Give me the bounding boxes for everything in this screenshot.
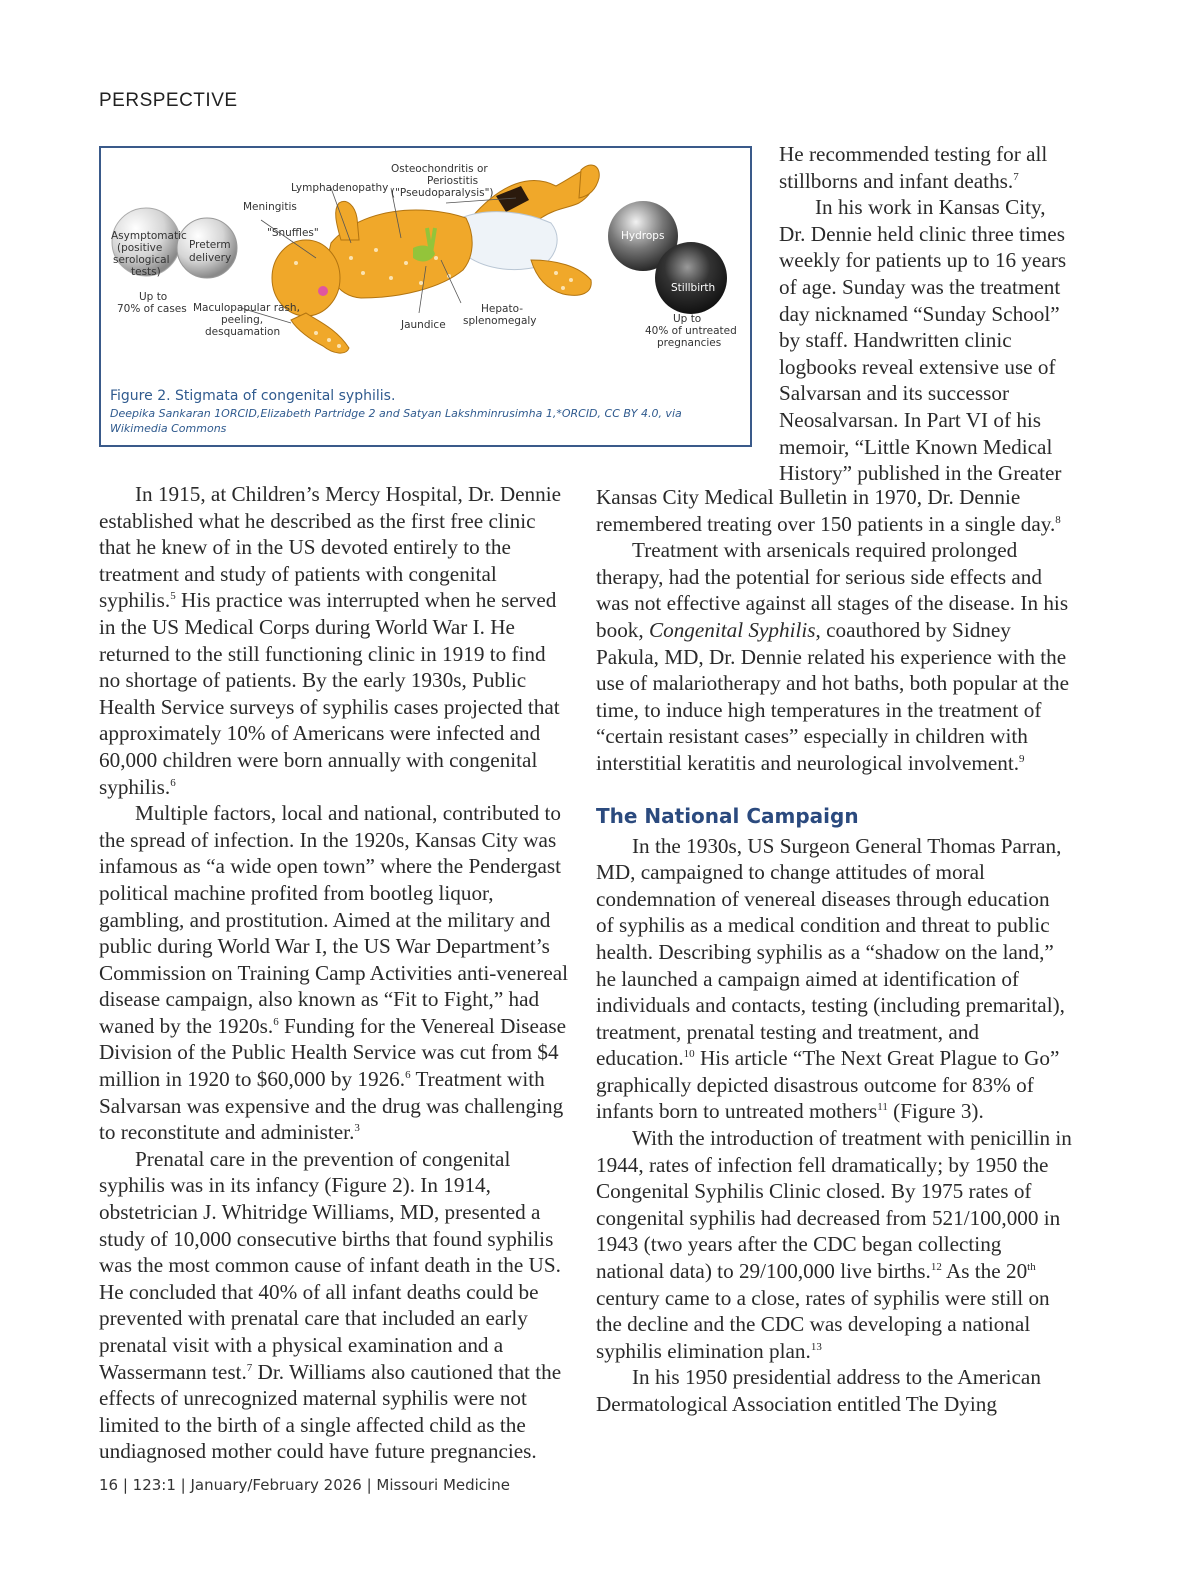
reference-marker: 10	[683, 1048, 695, 1061]
label-meningitis: Meningitis	[243, 201, 297, 213]
paragraph: Treatment with arsenicals required prolonged therapy, had the potential for serious side effects and was not effective against all stages of the disease. In his book, Congenital Syphilis, coauthored by Sidney Pakula, MD, Dr. Dennie related his experience with the use of malariotherapy and hot baths, both popular at the time, to induce high temperatures in the treatment of “certain resistant cases” especially in children with interstitial keratitis and neurological involvement.$^9$	[596, 538, 1070, 775]
label-asymptomatic-1: Asymptomatic	[111, 230, 187, 242]
label-rash-1: Maculopapular rash,	[193, 302, 300, 314]
label-snuffles: "Snuffles"	[267, 227, 319, 239]
reference-marker: 6	[273, 1015, 279, 1028]
reference-marker: 7	[1013, 170, 1019, 183]
paragraph: With the introduction of treatment with penicillin in 1944, rates of infection fell dramatically; by 1950 the Congenital Syphilis Clinic closed. By 1975 rates of congenital syphilis had decreased from 521/100,000 in 1943 (two years after the CDC began collecting national data) to 29/100,000 live births.$^{12}$ As the 20th century came to a close, rates of syphilis were still on the decline and the CDC was developing a national syphilis elimination plan.$^{13}$	[596, 1126, 1072, 1363]
label-hepato-2: splenomegaly	[463, 315, 537, 327]
label-up40-3: pregnancies	[657, 337, 722, 349]
book-title: Congenital Syphilis	[648, 617, 816, 642]
label-preterm-1: Preterm	[189, 239, 231, 251]
label-up70-1: Up to	[139, 291, 168, 303]
reference-marker: 12	[930, 1260, 942, 1273]
paragraph: In the 1930s, US Surgeon General Thomas Parran, MD, campaigned to change attitudes of moral condemnation of venereal diseases through education of syphilis as a medical condition and threat to public health. Describing syphilis as a “shadow on the land,” he launched a campaign aimed at identification of individuals and contacts, testing (including premarital), treatment, prenatal testing and treatment, and education.$^{10}$ His article “The Next Great Plague to Go” graphically depicted disastrous outcome for 83% of infants born to untreated mothers$^{11}$ (Figure 3).	[596, 833, 1065, 1124]
label-hepato-1: Hepato-	[481, 303, 523, 315]
label-jaundice: Jaundice	[401, 319, 446, 331]
label-osteo-3: ("Pseudoparalysis")	[391, 187, 494, 199]
right-column-top	[779, 141, 1071, 487]
label-stillbirth: Stillbirth	[671, 282, 716, 294]
label-lymphadenopathy: Lymphadenopathy	[291, 182, 389, 194]
paragraph: Kansas City Medical Bulletin in 1970, Dr. Dennie remembered treating over 150 patients in a single day.$^8$	[596, 485, 1061, 536]
reference-marker: 6	[405, 1069, 411, 1081]
reference-marker: 5	[170, 590, 176, 603]
reference-marker: 3	[354, 1122, 360, 1135]
figure-caption-credit: Deepika Sankaran 1ORCID,Elizabeth Partridge 2 and Satyan Lakshminrusimha 1,*ORCID, CC BY 4.0, via Wikimedia Commons	[110, 407, 682, 435]
reference-marker: 13	[810, 1340, 822, 1353]
page-footer: 16 | 123:1 | January/February 2026 | Missouri Medicine	[99, 1476, 510, 1494]
label-rash-3: desquamation	[205, 326, 281, 338]
left-column	[99, 481, 571, 1465]
paragraph: In his 1950 presidential address to the American Dermatological Association entitled The Dying	[596, 1365, 1041, 1416]
reference-marker: 7	[246, 1361, 253, 1374]
label-up70-2: 70% of cases	[117, 303, 187, 315]
label-asymptomatic-2: (positive	[117, 242, 163, 254]
label-asymptomatic-4: tests)	[131, 266, 161, 278]
label-hydrops: Hydrops	[621, 230, 665, 242]
paragraph: Prenatal care in the prevention of congenital syphilis was in its infancy (Figure 2). In 1914, obstetrician J. Whitridge Williams, MD, presented a study of 10,000 consecutive births that found syphilis was the most common cause of infant death in the US. He concluded that 40% of all infant deaths could be prevented with prenatal care that included an early prenatal visit with a physical examination and a Wassermann test.$^7$ Dr. Williams also cautioned that the effects of unrecognized maternal syphilis were not limited to the birth of a single affected child as the undiagnosed mother could have future pregnancies.	[99, 1146, 562, 1464]
reference-marker: 8	[1055, 513, 1061, 526]
section-heading: The National Campaign	[596, 803, 859, 828]
label-rash-2: peeling,	[221, 314, 264, 326]
label-osteo-2: Periostitis	[427, 175, 479, 187]
label-asymptomatic-3: serological	[113, 254, 170, 266]
figure-caption-title: Figure 2. Stigmata of congenital syphilis.	[110, 388, 396, 404]
reference-marker: 6	[170, 776, 176, 789]
figure-2	[99, 146, 752, 447]
label-preterm-2: delivery	[189, 252, 232, 264]
figure-caption	[110, 388, 740, 436]
section-label: PERSPECTIVE	[99, 90, 238, 111]
label-up40-1: Up to	[673, 313, 702, 325]
label-osteo-1: Osteochondritis or	[391, 163, 488, 175]
reference-marker: 11	[877, 1101, 888, 1114]
paragraph: Multiple factors, local and national, contributed to the spread of infection. In the 1920s, Kansas City was infamous as “a wide open town” where the Pendergast political machine profited from bootleg liquor, gambling, and prostitution. Aimed at the military and public during World War I, the US War Department’s Commission on Training Camp Activities anti-venereal disease campaign, also known as “Fit to Fight,” had waned by the 1920s.$^6$ Funding for the Venereal Disease Division of the Public Health Service was cut from $4 million in 1920 to $60,000 by 1926.$^6$ Treatment with Salvarsan was expensive and the drug was challenging to reconstitute and administer.$^3$	[99, 801, 569, 1145]
label-up40-2: 40% of untreated	[645, 325, 737, 337]
superscript-th: th	[1027, 1260, 1036, 1273]
paragraph: In his work in Kansas City, Dr. Dennie held clinic three times weekly for patients up to 16 years of age. Sunday was the treatment day nicknamed “Sunday School” by staff. Handwritten clinic logbooks reveal extensive use of Salvarsan and its successor Neosalvarsan. In Part VI of his memoir, “Little Known Medical History” published in the Greater	[779, 195, 1067, 486]
sphere-stillbirth	[655, 242, 727, 314]
paragraph: In 1915, at Children’s Mercy Hospital, Dr. Dennie established what he described as the first free clinic that he knew of in the US devoted entirely to the treatment and study of patients with congenital syphilis.$^5$ His practice was interrupted when he served in the US Medical Corps during World War I. He returned to the still functioning clinic in 1919 to find no shortage of patients. By the early 1930s, Public Health Service surveys of syphilis cases projected that approximately 10% of Americans were infected and 60,000 children were born annually with congenital syphilis.$^6$	[99, 482, 562, 799]
right-column	[596, 484, 1072, 1418]
paragraph: He recommended testing for all stillborns and infant deaths.$^7$	[779, 142, 1048, 193]
reference-marker: 9	[1019, 752, 1025, 765]
